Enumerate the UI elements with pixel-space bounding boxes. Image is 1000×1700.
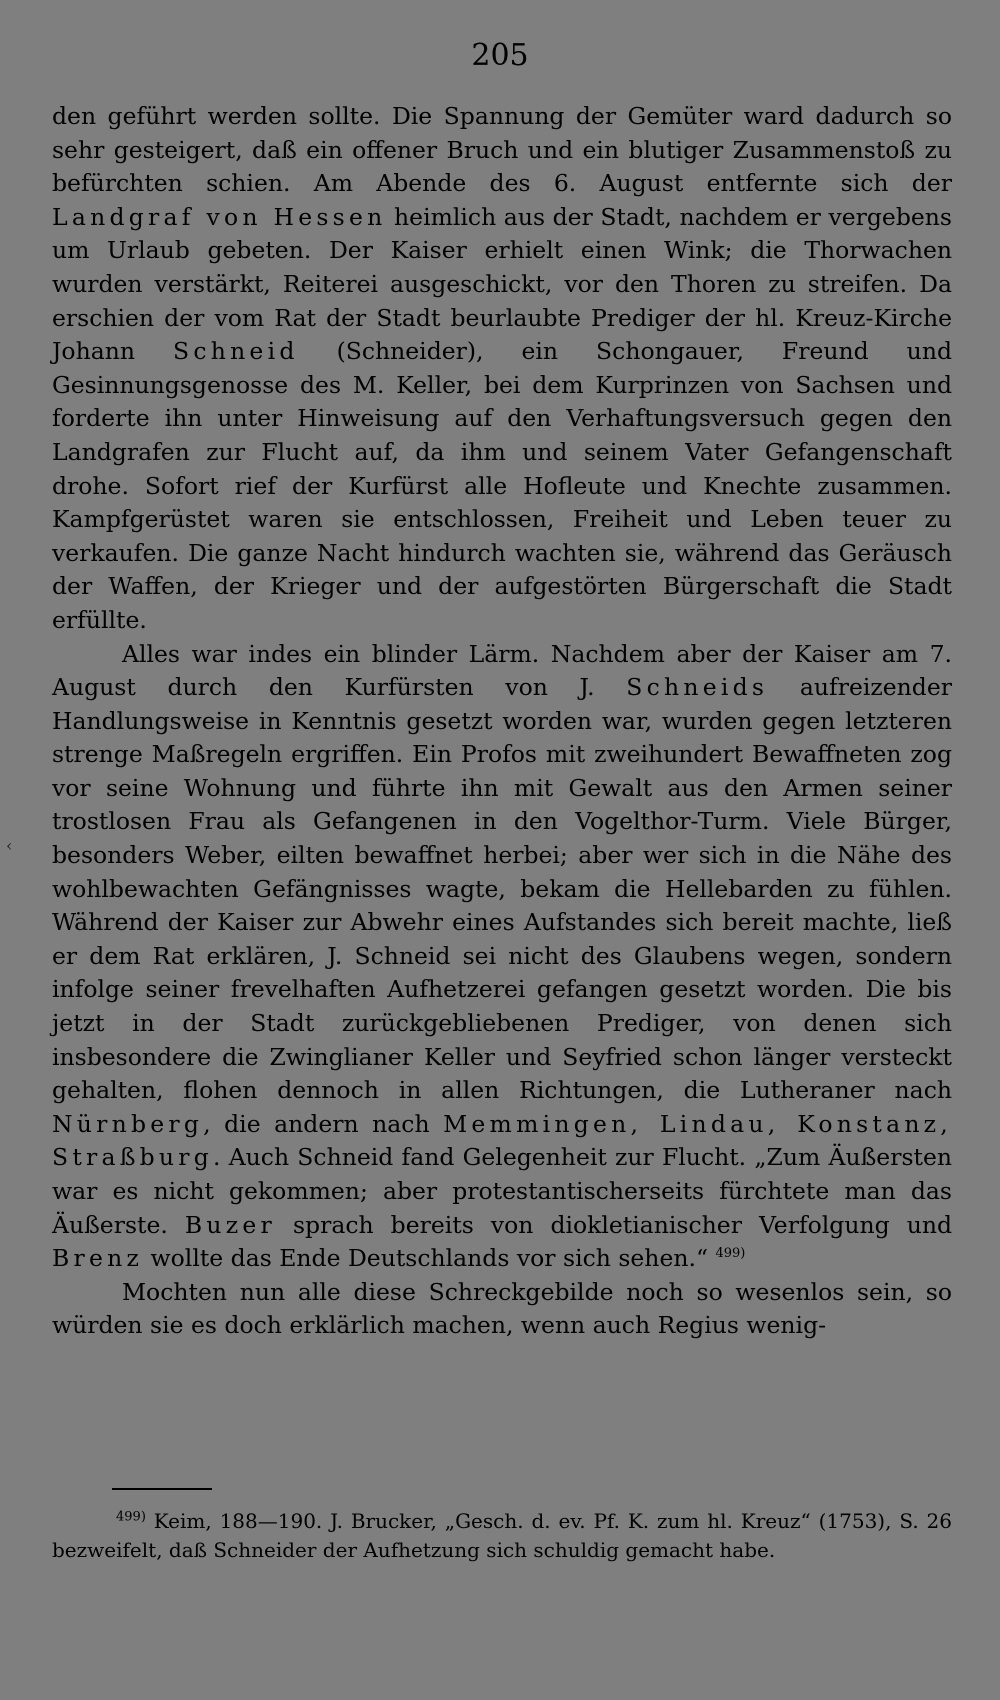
text-run: . Auch Schneid fand Gelegenheit zur Flucht. „Zum Äußersten war es nicht gekommen; aber protestantischerseits fürchtete man das Äußerste. (52, 1143, 952, 1239)
text-run: Alles war indes ein blinder Lärm. Nachdem aber der Kaiser am 7. August durch den Kurfürsten von J. (52, 639, 952, 702)
text-run: (Schneider), ein Schongauer, Freund und Gesinnungsgenosse des M. Keller, bei dem Kurprinzen von Sachsen und forderte ihn unter Hinweisung auf den Verhaftungsversuch gegen den Landgrafen zur Flucht auf, da ihm und seinem Vater Gefangenschaft drohe. Sofort rief der Kurfürst alle Hofleute und Knechte zusammen. Kampfgerüstet waren sie entschlossen, Freiheit und Leben teuer zu verkaufen. Die ganze Nacht hindurch wachten sie, während das Geräusch der Waffen, der Krieger und der aufgestörten Bürgerschaft die Stadt erfüllte. (52, 337, 952, 634)
emphasized-name: Schneids (626, 673, 769, 702)
text-run: aufreizender Handlungsweise in Kenntnis gesetzt worden war, wurden gegen letzteren strenge Maßregeln ergriffen. Ein Profos mit zweihundert Bewaffneten zog vor seine Wohnung und führte ihn mit Gewalt aus den Armen seiner trostlosen Frau als Gefangenen in den Vogelthor-Turm. Viele Bürger, besonders Weber, eilten bewaffnet herbei; aber wer sich in die Nähe des wohlbewachten Gefängnisses wagte, bekam die Hellebarden zu fühlen. Während der Kaiser zur Abwehr eines Aufstandes sich bereit machte, ließ er dem Rat erklären, J. Schneid sei nicht des Glaubens wegen, sondern infolge seiner frevelhaften Aufhetzerei gefangen gesetzt worden. Die bis jetzt in der Stadt zurückgebliebenen Prediger, von denen sich insbesondere die Zwinglianer Keller und Seyfried schon länger versteckt gehalten, flohen dennoch in allen Richtungen, die Lutheraner nach (52, 673, 952, 1105)
body-text (52, 100, 952, 1343)
emphasized-name: Memmingen, Lindau, Konstanz, Straßburg (52, 1109, 952, 1172)
text-run: wollte das Ende Deutschlands vor sich sehen.“ (143, 1244, 716, 1273)
footnote (52, 1507, 952, 1565)
page-number: 205 (471, 38, 529, 73)
emphasized-name: Nürnberg (52, 1109, 204, 1138)
footnote-divider (112, 1488, 212, 1490)
text-run: sprach bereits von diokletianischer Verfolgung und (275, 1210, 953, 1239)
paragraph (52, 1276, 952, 1343)
text-run: den geführt werden sollte. Die Spannung der Gemüter ward dadurch so sehr gesteigert, daß ein offener Bruch und ein blutiger Zusammenstoß zu befürchten schien. Am Abende des 6. August entfernte sich der (52, 102, 952, 198)
text-run: heimlich aus der Stadt, nachdem er vergebens um Urlaub gebeten. Der Kaiser erhielt einen Wink; die Thorwachen wurden verstärkt, Reiterei ausgeschickt, vor den Thoren zu streifen. Da erschien der vom Rat der Stadt beurlaubte Prediger der hl. Kreuz-Kirche Johann (52, 202, 952, 366)
emphasized-name: Buzer (184, 1210, 276, 1239)
footnote-text: Keim, 188—190. J. Brucker, „Gesch. d. ev. Pf. K. zum hl. Kreuz“ (1753), S. 26 bezweifelt, daß Schneider der Aufhetzung sich schuldig gemacht habe. (52, 1509, 952, 1562)
paragraph (52, 100, 952, 638)
emphasized-name: Landgraf von Hessen (52, 202, 387, 231)
footnote-reference: 499) (715, 1246, 746, 1262)
footnote-marker: 499) (116, 1509, 146, 1525)
emphasized-name: Brenz (52, 1244, 144, 1273)
paragraph (52, 638, 952, 1276)
text-run: Mochten nun alle diese Schreckgebilde noch so wesenlos sein, so würden sie es doch erklärlich machen, wenn auch Regius wenig- (52, 1277, 952, 1340)
text-run: , die andern nach (203, 1109, 444, 1138)
emphasized-name: Schneid (172, 337, 299, 366)
margin-mark: ‹ (6, 836, 13, 855)
footnote-paragraph (52, 1507, 952, 1565)
